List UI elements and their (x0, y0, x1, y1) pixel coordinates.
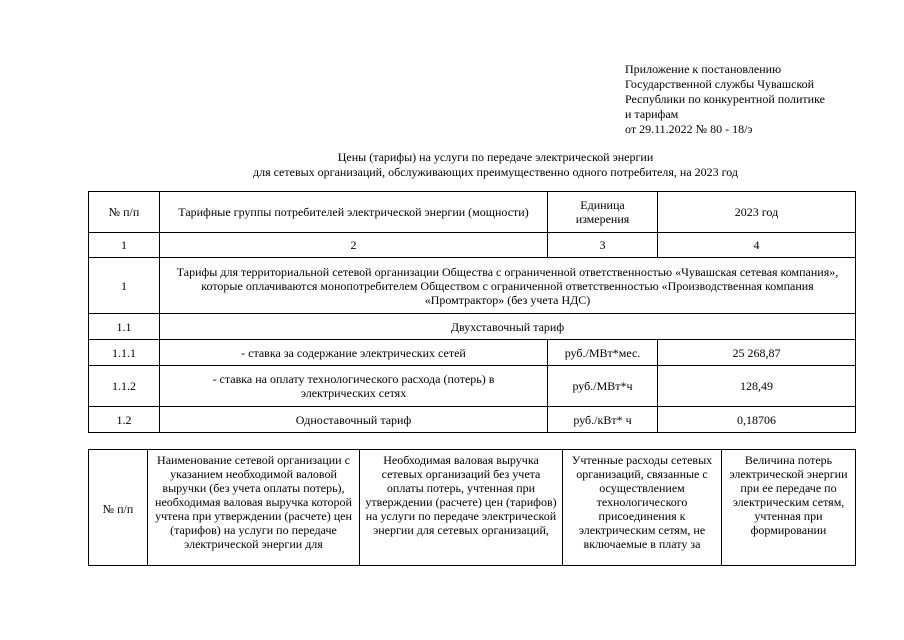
header-col2: Необходимая валовая выручка сетевых организаций без учета оплаты потерь, учтенная при утверждении (расчете) цен (тарифов) на услуги по передаче электрической энергии для сетевых организаций, (360, 450, 563, 566)
table-row (89, 340, 856, 366)
header-num: № п/п (89, 192, 160, 233)
table-row (89, 258, 856, 314)
document-title (88, 150, 903, 180)
annex-line: Государственной службы Чувашской (625, 77, 815, 91)
row-value: 25 268,87 (658, 340, 856, 366)
table-row (89, 407, 856, 433)
colnum: 2 (160, 233, 548, 258)
header-col3: Учтенные расходы сетевых организаций, связанные с осуществлением технологического присоединения к электрическим сетям, не включаемые в плату за (563, 450, 722, 566)
header-unit: Единица измерения (548, 192, 658, 233)
title-line: для сетевых организаций, обслуживающих преимущественно одного потребителя, на 2023 год (252, 165, 739, 179)
row-unit: руб./кВт* ч (548, 407, 658, 433)
row-num: 1.1.1 (89, 340, 160, 366)
row-unit: руб./МВт*мес. (548, 340, 658, 366)
row-unit: руб./МВт*ч (548, 366, 658, 407)
annex-line: и тарифам (625, 107, 679, 121)
table-header-row (89, 192, 856, 233)
annex-line: Приложение к постановлению (625, 62, 782, 76)
row-value: 0,18706 (658, 407, 856, 433)
header-groups: Тарифные группы потребителей электрической энергии (мощности) (160, 192, 548, 233)
table-row (89, 366, 856, 407)
row-num: 1.1 (89, 314, 160, 340)
nvv-table (88, 449, 856, 566)
row-text: - ставка за содержание электрических сетей (160, 340, 548, 366)
table-header-row (89, 450, 856, 566)
header-num: № п/п (89, 450, 148, 566)
annex-block (625, 62, 885, 137)
row-text: - ставка на оплату технологического расхода (потерь) в электрических сетях (160, 366, 548, 407)
row-value: 128,49 (658, 366, 856, 407)
colnum: 3 (548, 233, 658, 258)
colnum: 4 (658, 233, 856, 258)
annex-line: Республики по конкурентной политике (625, 92, 825, 106)
row-text: Тарифы для территориальной сетевой организации Общества с ограниченной ответственностью «Чувашская сетевая компания», которые оплачиваются монопотребителем Обществом с ограниченной ответственностью «Производственная компания «Промтрактор» (без учета НДС) (160, 258, 856, 314)
header-col4: Величина потерь электрической энергии при ее передаче по электрическим сетям, учтенная при формировании (722, 450, 856, 566)
title-line: Цены (тарифы) на услуги по передаче электрической энергии (337, 150, 654, 164)
table-row (89, 314, 856, 340)
header-year: 2023 год (658, 192, 856, 233)
row-text: Одноставочный тариф (160, 407, 548, 433)
tariff-table (88, 191, 856, 433)
header-col1: Наименование сетевой организации с указанием необходимой валовой выручки (без учета оплаты потерь), необходимая валовая выручка которой учтена при утверждении (расчете) цен (тарифов) на услуги по передаче электрической энергии для (148, 450, 360, 566)
row-num: 1.2 (89, 407, 160, 433)
colnum: 1 (89, 233, 160, 258)
column-number-row (89, 233, 856, 258)
annex-line: от 29.11.2022 № 80 - 18/э (625, 122, 753, 136)
row-text: Двухставочный тариф (160, 314, 856, 340)
row-num: 1.1.2 (89, 366, 160, 407)
row-num: 1 (89, 258, 160, 314)
